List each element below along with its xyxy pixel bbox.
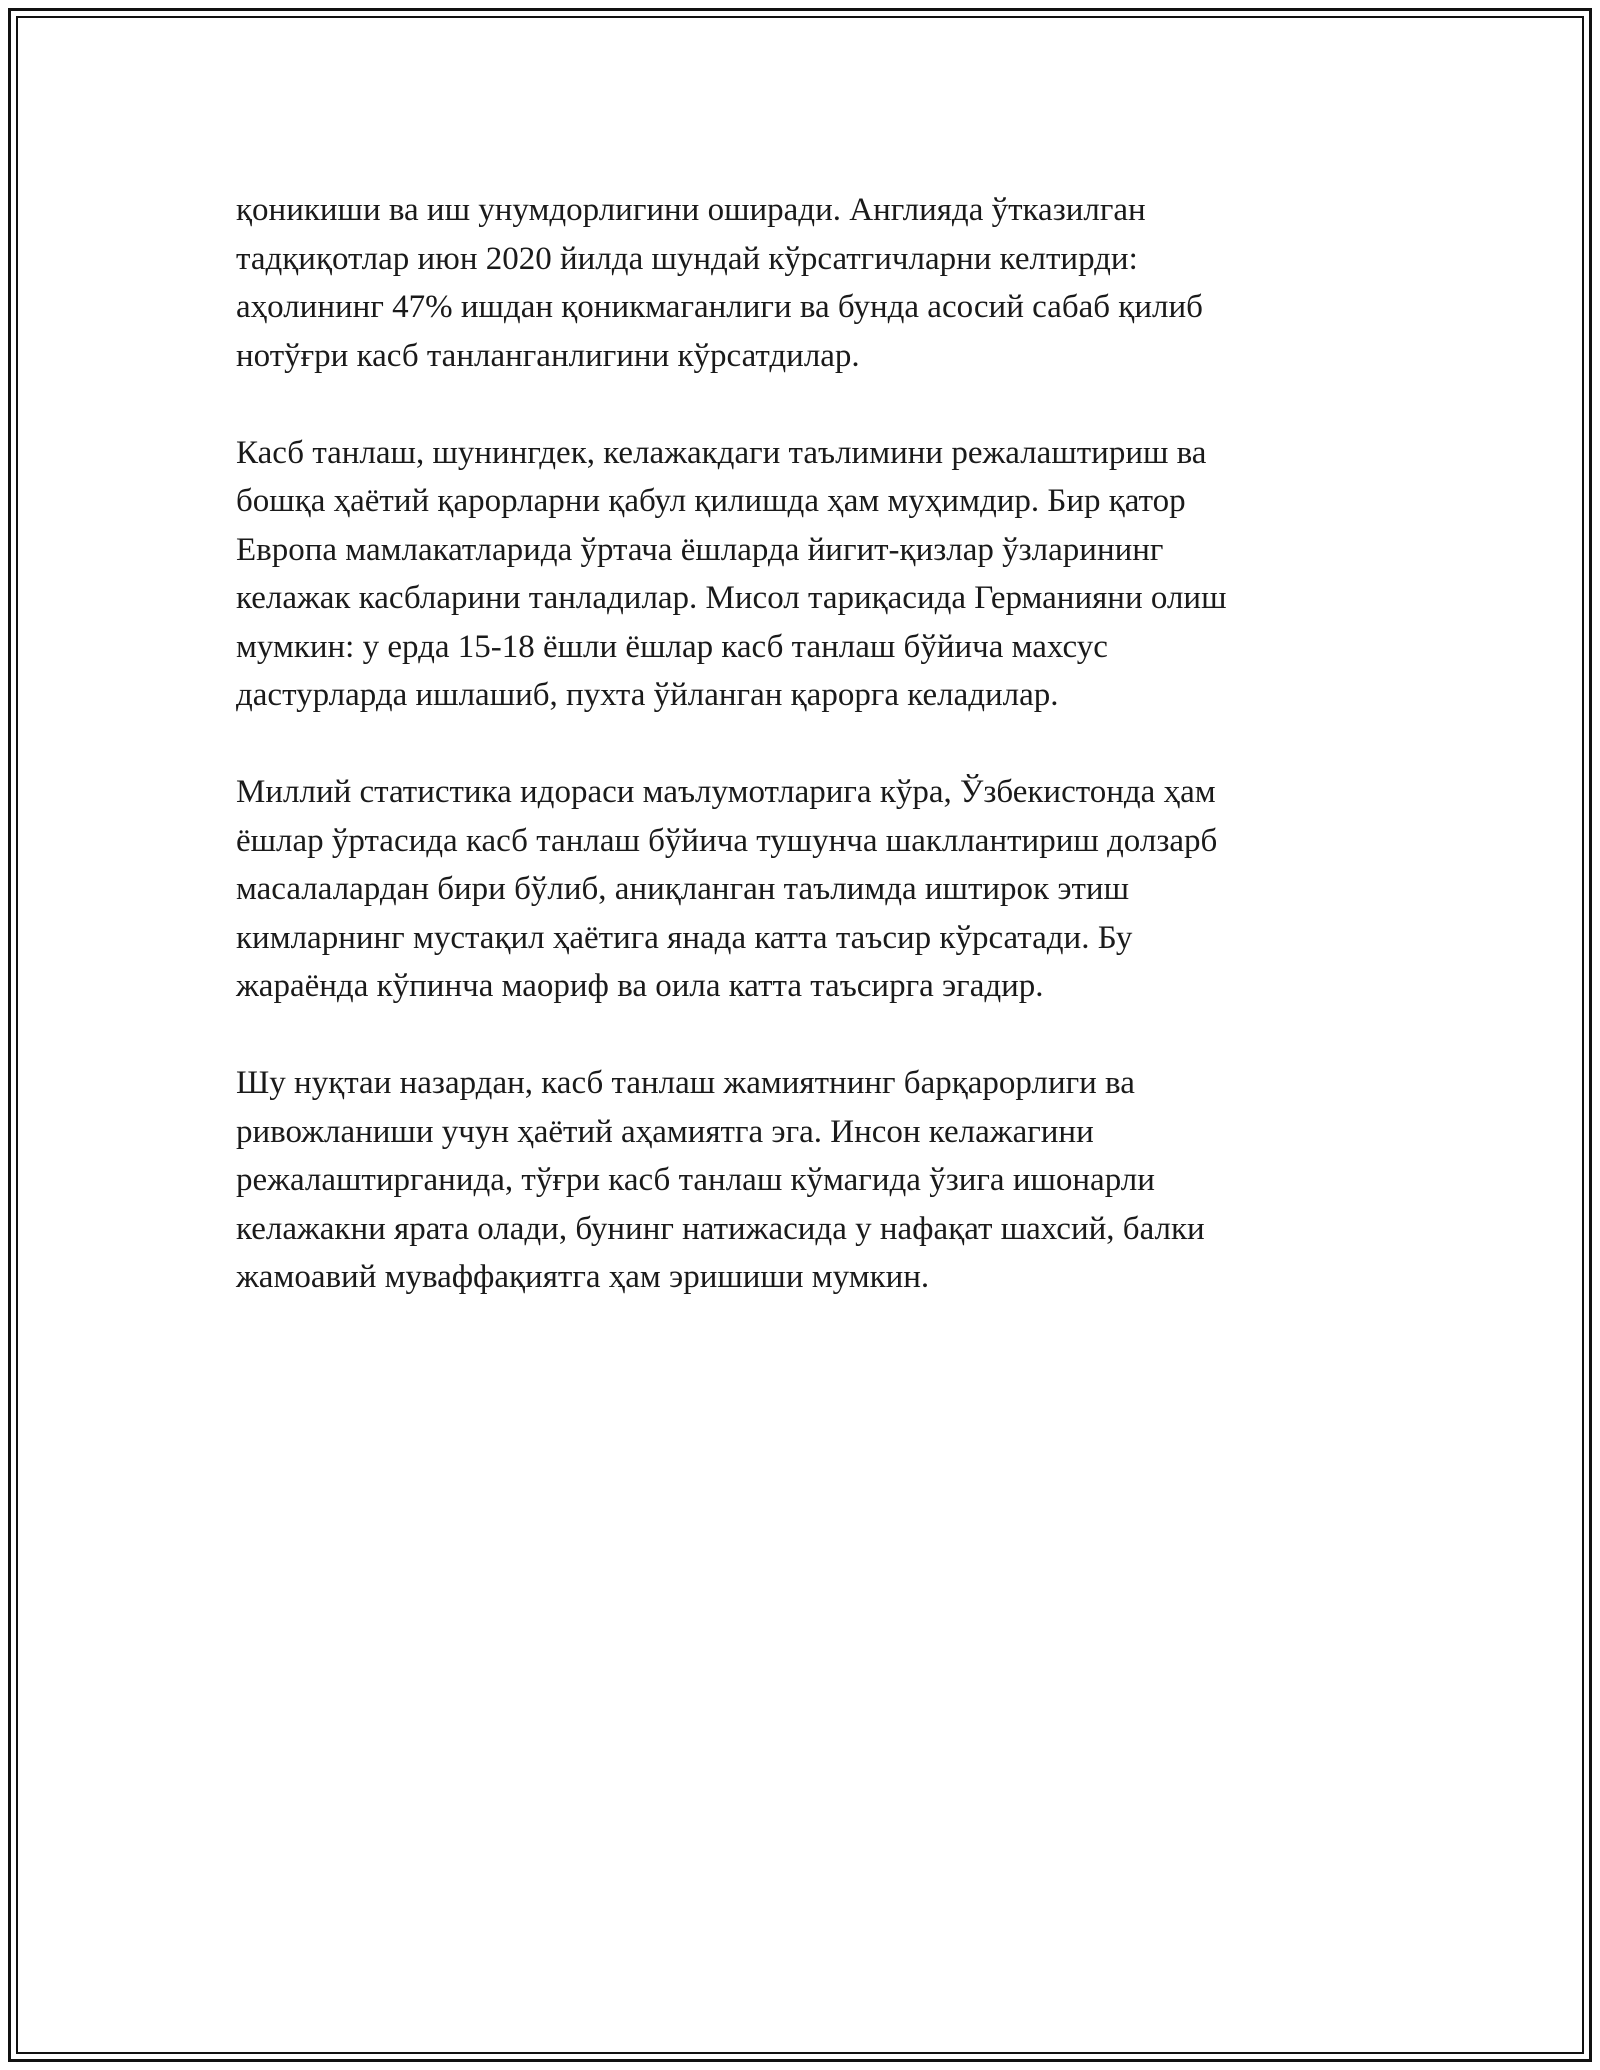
text-line: Европа мамлакатларида ўртача ёшларда йигит-қизлар ўзларининг — [236, 531, 1164, 568]
document-body — [236, 186, 1366, 1350]
text-line: Миллий статистика идораси маълумотларига кўра, Ўзбекистонда ҳам — [236, 774, 1216, 810]
text-line: Шу нуқтаи назардан, касб танлаш жамиятнинг барқарорлиги ва — [236, 1065, 1135, 1101]
text-line: ривожланиши учун ҳаётий аҳамиятга эга. Инсон келажагини — [236, 1113, 1094, 1150]
paragraph-4 — [236, 1059, 1366, 1302]
text-line: келажак касбларини танладилар. Мисол тариқасида Германияни олиш — [236, 580, 1227, 616]
text-line: жараёнда кўпинча маориф ва оила катта таъсирга эгадир. — [236, 968, 1044, 1004]
text-line: режалаштирганида, тўғри касб танлаш кўмагида ўзига ишонарли — [236, 1162, 1155, 1198]
text-line: аҳолининг 47% ишдан қоникмаганлиги ва бунда асосий сабаб қилиб — [236, 289, 1203, 325]
text-line: масалалардан бири бўлиб, аниқланган таълимда иштирок этиш — [236, 871, 1129, 907]
text-line: кимларнинг мустақил ҳаётига янада катта таъсир кўрсатади. Бу — [236, 919, 1133, 956]
text-line: қоникиши ва иш унумдорлигини оширади. Англияда ўтказилган — [236, 192, 1146, 228]
text-line: дастурларда ишлашиб, пухта ўйланган қарорга келадилар. — [236, 677, 1059, 713]
text-line: тадқиқотлар июн 2020 йилда шундай кўрсатгичларни келтирди: — [236, 240, 1138, 277]
text-line: нотўғри касб танланганлигини кўрсатдилар. — [236, 337, 860, 374]
text-line: жамоавий муваффақиятга ҳам эришиши мумкин. — [236, 1259, 930, 1295]
paragraph-2 — [236, 429, 1366, 720]
paragraph-1 — [236, 186, 1366, 380]
text-line: мумкин: у ерда 15-18 ёшли ёшлар касб танлаш бўйича махсус — [236, 628, 1108, 665]
text-line: келажакни ярата олади, бунинг натижасида у нафақат шахсий, балки — [236, 1210, 1205, 1247]
text-line: Касб танлаш, шунингдек, келажакдаги таълимини режалаштириш ва — [236, 434, 1207, 471]
text-line: бошқа ҳаётий қарорларни қабул қилишда ҳам муҳимдир. Бир қатор — [236, 483, 1186, 519]
paragraph-3 — [236, 768, 1366, 1011]
text-line: ёшлар ўртасида касб танлаш бўйича тушунча шакллантириш долзарб — [236, 822, 1218, 859]
